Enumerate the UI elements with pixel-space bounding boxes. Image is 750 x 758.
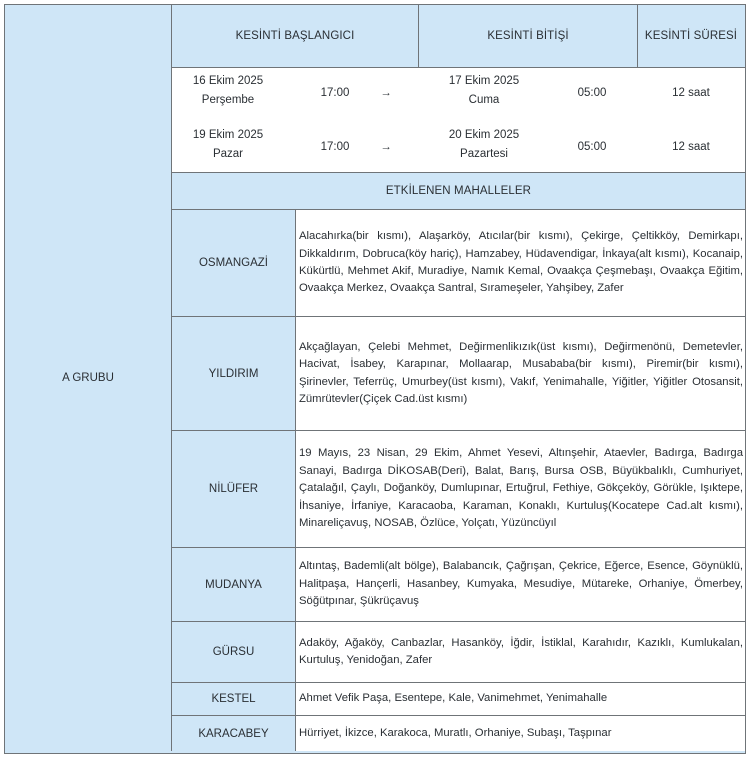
schedule-row-1-end-date (425, 72, 543, 114)
start-date: 16 Ekim 2025 (192, 75, 264, 87)
schedule-row-1-start-date (172, 72, 284, 114)
district-label: KARACABEY (198, 727, 269, 740)
district-neighborhoods (296, 716, 745, 751)
start-day: Pazar (212, 148, 244, 160)
district-label: YILDIRIM (208, 367, 259, 380)
neighborhood-text: Ahmet Vefik Paşa, Esentepe, Kale, Vanimehmet, Yenimahalle (299, 692, 608, 705)
group-label: A GRUBU (62, 372, 114, 384)
start-date: 19 Ekim 2025 (192, 129, 264, 141)
end-date: 17 Ekim 2025 (448, 75, 520, 87)
schedule-row-2-start-date (172, 126, 284, 168)
district-neighborhoods (296, 548, 745, 621)
header-duration-label: KESİNTİ SÜRESİ (644, 30, 738, 42)
neighborhood-text: 19 Mayıs, 23 Nisan, 29 Ekim, Ahmet Yesevi, Altınşehir, Ataevler, Badırga, Badırga Sanayi, Badırga DİKOSAB(Deri), Balat, Barış, Bursa OSB, Büyükbalıklı, Cumhuriyet, Çatalağıl, Çaylı, Doğanköy, Dumlupınar, Ertuğrul, Fethiye, Gökçeköy, Görükle, Işıktepe, İhsaniye, İrfaniye, Karacaoba, Karaman, Konaklı, Kurtuluş(Kocatepe Cad.alt kısmı), Minareliçavuş, NOSAB, Özlüce, Yolçatı, Yüzüncüyıl (299, 447, 743, 530)
header-start (172, 5, 418, 67)
district-label: KESTEL (211, 693, 256, 705)
neighborhood-text: Adaköy, Ağaköy, Canbazlar, Hasanköy, İğdir, İstiklal, Karahıdır, Kazıklı, Kumlukalan, Kurtuluş, Yenidoğan, Zafer (299, 636, 743, 666)
header-end (419, 5, 637, 67)
district-label: MUDANYA (205, 578, 262, 591)
district-label: GÜRSU (212, 646, 255, 658)
affected-header-label: ETKİLENEN MAHALLELER (385, 185, 532, 197)
duration: 12 saat (672, 141, 710, 153)
neighborhood-text: Altıntaş, Bademli(alt bölge), Balabancık, Çağrışan, Çekrice, Eğerce, Esence, Göynüklü, Halitpaşa, Hançerli, Hasanbey, Kumyaka, Mesudiye, Mütareke, Orhaniye, Ömerbey, Söğütpınar, Şükrüçavuş (299, 560, 743, 608)
end-time: 05:00 (577, 141, 607, 153)
district-neighborhoods (296, 431, 745, 547)
header-end-label: KESİNTİ BİTİŞİ (487, 30, 569, 42)
district-name (172, 683, 295, 715)
affected-header (172, 173, 745, 209)
schedule-row-2-end-date (425, 126, 543, 168)
neighborhood-text: Akçağlayan, Çelebi Mehmet, Değirmenlikızık(üst kısmı), Değirmenönü, Demetevler, Hacivat, İsabey, Karapınar, Mollaarap, Musababa(bir kısmı), Piremir(bir kısmı), Şirinevler, Teferrüç, Umurbey(üst kısmı), Vakıf, Yenimahalle, Yiğitler, Yiğitler Otosansit, Zümrütevler(Çiçek Cad.üst kısmı) (299, 340, 743, 405)
district-label: NİLÜFER (208, 483, 259, 495)
end-time: 05:00 (577, 87, 607, 99)
district-label: OSMANGAZİ (198, 257, 268, 269)
district-name (172, 431, 295, 547)
outage-table (4, 4, 746, 754)
district-neighborhoods (296, 210, 745, 316)
district-neighborhoods (296, 317, 745, 430)
end-day: Pazartesi (460, 148, 508, 160)
start-time: 17:00 (320, 87, 350, 99)
start-day: Perşembe (201, 94, 255, 106)
neighborhood-text: Alacahırka(bir kısmı), Alaşarköy, Atıcılar(bir kısmı), Çekirge, Çeltikköy, Demirkapı, Dikkaldırım, Dobruca(köy hariç), Hamzabey, Hüdavendigar, İnkaya(alt kısmı), Kocanaip, Kükürtlü, Mehmet Akif, Muradiye, Namık Kemal, Ovaakça Çeşmebaşı, Ovaakça Eğitim, Ovaakça Merkez, Ovaakça Santral, Sırameşeler, Yahşibey, Zafer (299, 230, 743, 295)
divider (295, 210, 296, 751)
district-name (172, 548, 295, 621)
arrow-icon: → (380, 87, 392, 99)
district-neighborhoods (296, 683, 745, 715)
duration: 12 saat (672, 87, 710, 99)
district-neighborhoods (296, 622, 745, 682)
header-start-label: KESİNTİ BAŞLANGICI (235, 30, 355, 42)
district-name (172, 716, 295, 751)
end-day: Cuma (468, 94, 500, 106)
group-cell (5, 5, 171, 751)
neighborhood-text: Hürriyet, İkizce, Karakoca, Muratlı, Orhaniye, Subaşı, Taşpınar (299, 726, 612, 739)
district-name (172, 210, 295, 316)
arrow-icon: → (380, 141, 392, 153)
start-time: 17:00 (320, 141, 350, 153)
district-name (172, 622, 295, 682)
district-name (172, 317, 295, 430)
end-date: 20 Ekim 2025 (448, 129, 520, 141)
header-duration (638, 5, 744, 67)
